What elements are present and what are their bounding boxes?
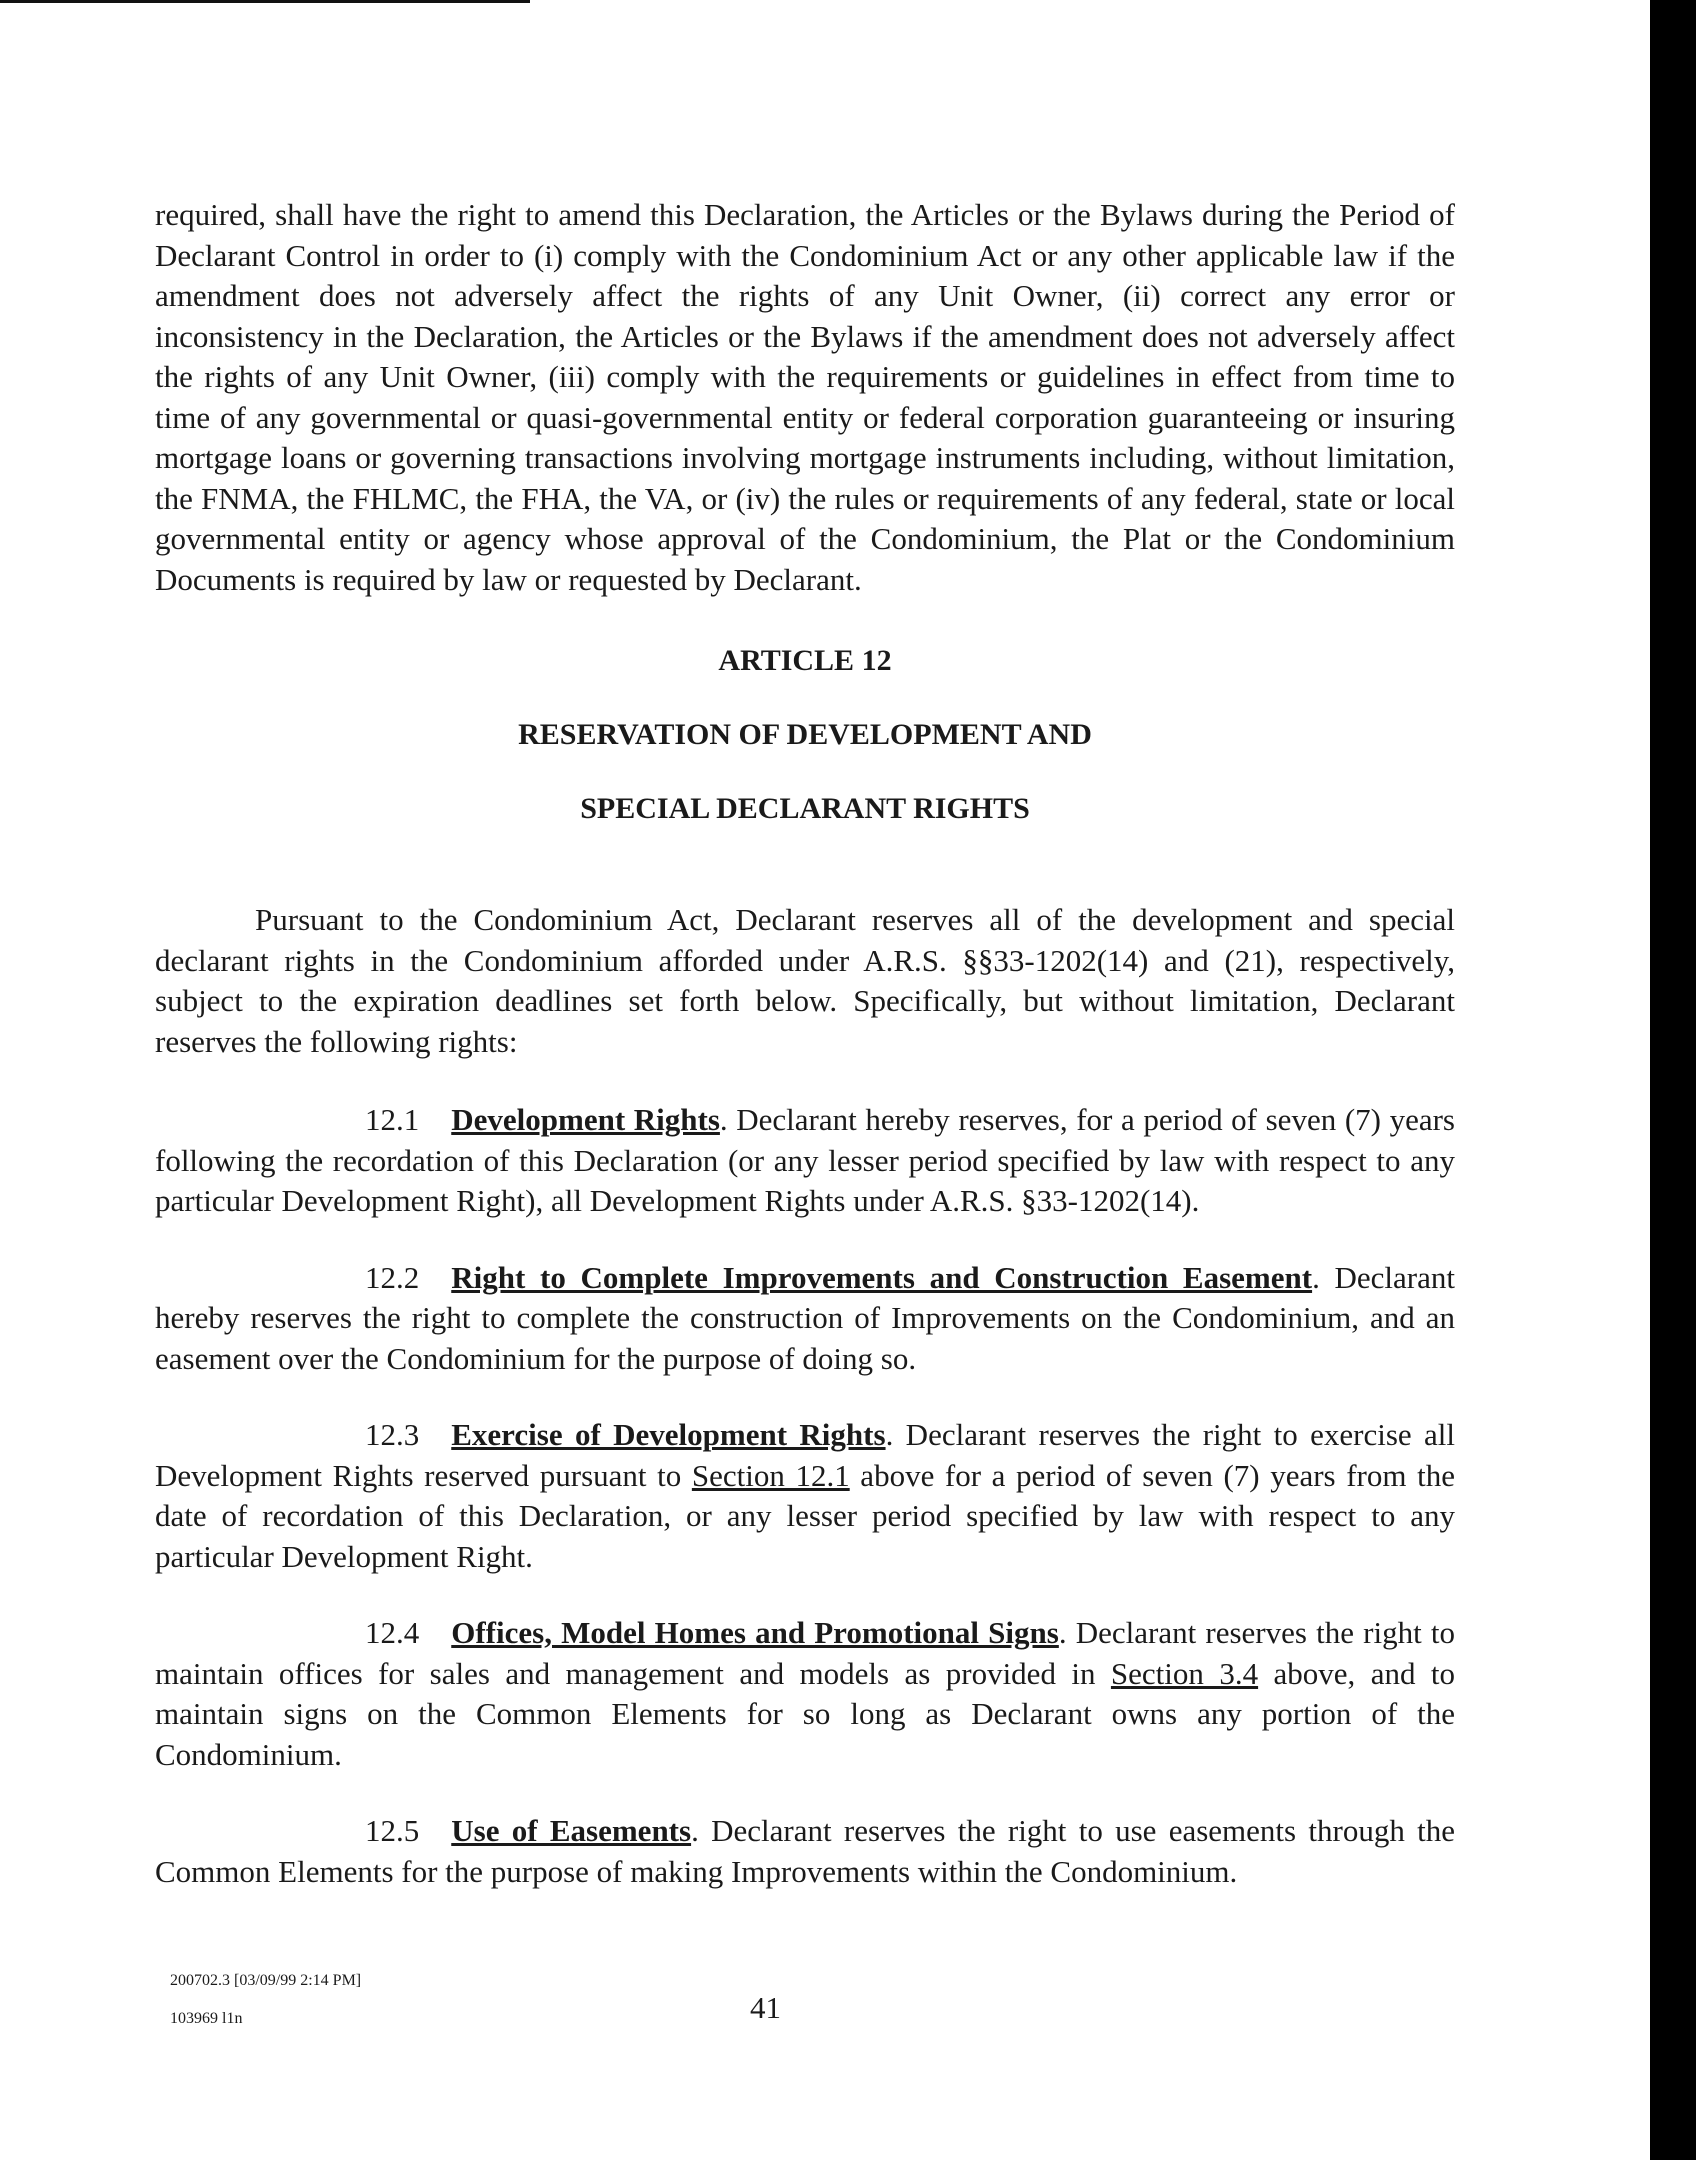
section-title: Right to Complete Improvements and Construction Easement — [451, 1259, 1313, 1295]
section-number: 12.1 — [365, 1102, 420, 1137]
article-title-line1: RESERVATION OF DEVELOPMENT AND — [518, 718, 1092, 751]
section-number: 12.2 — [365, 1259, 420, 1295]
section-12-1 — [155, 1100, 1455, 1222]
footer-file-id: 103969 l1n — [170, 2010, 243, 2027]
scan-right-edge — [1650, 0, 1696, 2160]
article-title-line2: SPECIAL DECLARANT RIGHTS — [580, 792, 1030, 825]
section-12-5 — [155, 1811, 1455, 1892]
preamble-paragraph: Pursuant to the Condominium Act, Declarant reserves all of the development and special declarant rights in the Condominium afforded under A.R.S. §§33-1202(14) and (21), respectively, subject to the expiration deadlines set forth below. Specifically, but without limitation, Declarant reserves the following rights: — [155, 902, 1455, 1059]
page-number: 41 — [750, 1990, 781, 2025]
intro-paragraph: required, shall have the right to amend this Declaration, the Articles or the Bylaws during the Period of Declarant Control in order to (i) comply with the Condominium Act or any other applicable law if the amendment does not adversely affect the rights of any Unit Owner, (ii) correct any error or inconsistency in the Declaration, the Articles or the Bylaws if the amendment does not adversely affect the rights of any Unit Owner, (iii) comply with the requirements or guidelines in effect from time to time of any governmental or quasi-governmental entity or federal corporation guaranteeing or insuring mortgage loans or governing transactions involving mortgage instruments including, without limitation, the FNMA, the FHLMC, the FHA, the VA, or (iv) the rules or requirements of any federal, state or local governmental entity or agency whose approval of the Condominium, the Plat or the Condominium Documents is required by law or requested by Declarant. — [155, 197, 1455, 597]
section-reference: Section 12.1 — [691, 1457, 850, 1493]
document-page — [155, 195, 1455, 1892]
section-title: Exercise of Development Rights — [451, 1417, 886, 1452]
section-reference: Section 3.4 — [1110, 1655, 1259, 1691]
section-title: Development Rights — [451, 1102, 720, 1137]
section-12-3 — [155, 1415, 1455, 1577]
section-title: Use of Easements — [451, 1813, 692, 1848]
section-12-2 — [155, 1258, 1455, 1380]
section-text: . Declarant hereby reserves, for a period of seven (7) years following the recordation of this Declaration (or any lesser period specified by law with respect to any particular Development Right), all Development Rights under A.R.S. §33-1202(14). — [155, 1102, 1455, 1218]
section-text: above, and to maintain signs on the Common Elements for so long as Declarant owns any portion of the Condominium. — [155, 1655, 1456, 1772]
section-text: . Declarant reserves the right to use easements through the Common Elements for the purpose of making Improvements within the Condominium. — [155, 1813, 1455, 1889]
article-number: ARTICLE 12 — [718, 644, 892, 677]
section-text: . Declarant reserves the right to maintain offices for sales and management and models as provided in — [155, 1615, 1455, 1691]
footer-doc-id: 200702.3 [03/09/99 2:14 PM] — [170, 1972, 362, 1989]
scan-top-line — [0, 0, 530, 3]
section-text: . Declarant hereby reserves the right to complete the construction of Improvements on the Condominium, and an easement over the Condominium for the purpose of doing so. — [155, 1259, 1455, 1376]
section-number: 12.3 — [365, 1417, 420, 1452]
section-number: 12.4 — [365, 1615, 420, 1650]
footer-ids — [170, 1962, 361, 2038]
section-title: Offices, Model Homes and Promotional Signs — [451, 1615, 1059, 1650]
section-text: . Declarant reserves the right to exercise all Development Rights reserved pursuant to — [155, 1417, 1455, 1493]
section-number: 12.5 — [365, 1813, 420, 1848]
section-12-4 — [155, 1613, 1455, 1775]
section-text: above for a period of seven (7) years from the date of recordation of this Declaration, or any lesser period specified by law with respect to any particular Development Right. — [155, 1457, 1455, 1574]
